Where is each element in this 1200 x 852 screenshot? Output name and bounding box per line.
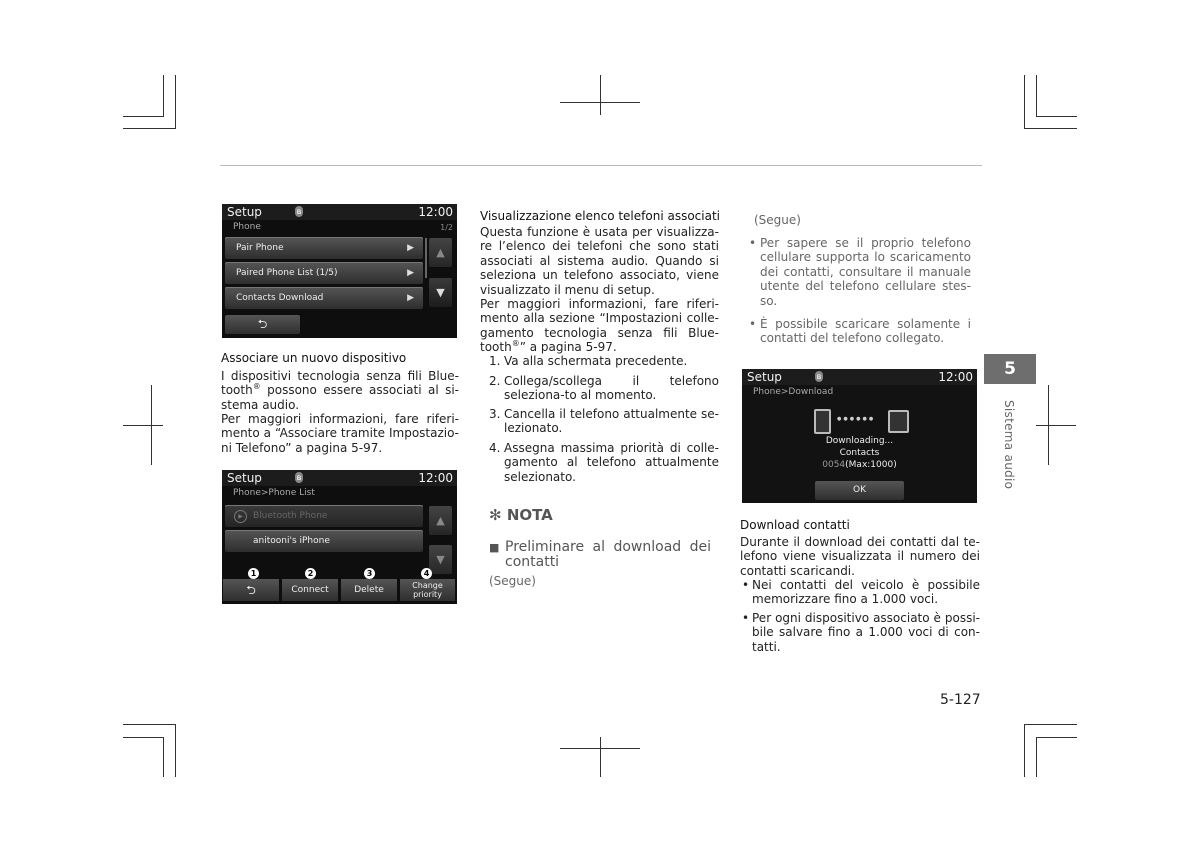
list-item-1 — [489, 354, 719, 368]
arrow-right-icon: ▶ — [407, 268, 414, 278]
nota-title: NOTA — [506, 506, 553, 524]
page-number: 5-127 — [940, 692, 981, 708]
bullet-text: È possibile scaricare solamente i contatti del telefono collegato. — [760, 317, 971, 346]
scroll-down-button[interactable]: ▼ — [429, 545, 452, 574]
progress-dots: ●●●●●● — [837, 416, 876, 422]
registered-mark: ® — [511, 339, 520, 349]
phone-icon — [814, 409, 831, 434]
count-value: 0054 — [822, 460, 846, 470]
list-item-iphone[interactable] — [225, 530, 423, 552]
bluetooth-icon: ʙ — [296, 473, 302, 482]
menu-item-label: Contacts Download — [236, 293, 324, 303]
paragraph-download: Durante il download dei contatti dal te-lefono viene visualizzata il numero dei contatti scaricandi. — [740, 535, 980, 578]
list-number: 1. — [489, 354, 501, 368]
screen-header — [222, 470, 457, 486]
arrow-right-icon: ▶ — [407, 243, 414, 253]
screen-setup-phone — [222, 204, 457, 338]
bullet-dot: • — [749, 317, 757, 331]
page-indicator: 1/2 — [440, 223, 453, 232]
paragraph-bluetooth-devices — [221, 369, 459, 412]
download-status-line2: Contacts — [839, 448, 880, 458]
connect-button[interactable]: Connect — [282, 579, 338, 601]
paragraph-reference: Per maggiori informazioni, fare riferi-mento a “Associare tramite Impostazio-ni Telefono” a pagina 5-97. — [221, 412, 459, 455]
callout-4: 4 — [421, 568, 432, 579]
screen-title: Setup — [747, 370, 782, 384]
list-text: Assegna massima priorità di colle-gamento al telefono attualmente selezionato. — [504, 441, 719, 484]
screen-download — [742, 369, 977, 503]
download-status-line1: Downloading... — [825, 436, 894, 446]
registered-mark: ® — [252, 382, 261, 392]
nota-heading — [489, 506, 553, 524]
text-fragment: possono essere associati al si-stema audio. — [221, 383, 459, 412]
nota-segue: (Segue) — [489, 574, 536, 588]
list-text: Collega/scollega il telefono seleziona-to al momento. — [504, 374, 719, 403]
count-max: (Max:1000) — [845, 460, 897, 470]
breadcrumb: Phone — [233, 222, 261, 232]
delete-button[interactable]: Delete — [341, 579, 397, 601]
screen-time: 12:00 — [418, 205, 453, 219]
change-priority-button[interactable]: Change priority — [400, 579, 455, 601]
bullet-dot: • — [742, 611, 750, 625]
bullet-vehicle-storage — [742, 578, 980, 607]
screen-time: 12:00 — [938, 370, 973, 384]
text-fragment: I dispositivi tecnologia senza fili Blue-tooth — [221, 369, 459, 398]
bullet-text: Nei contatti del veicolo è possibile memorizzare fino a 1.000 voci. — [752, 578, 980, 607]
callout-2: 2 — [305, 568, 316, 579]
chapter-number-tab: 5 — [984, 354, 1036, 384]
contacts-icon — [888, 410, 909, 433]
menu-item-pair-phone[interactable] — [225, 237, 423, 259]
list-number: 2. — [489, 374, 501, 388]
scrollbar[interactable] — [425, 238, 427, 278]
bullet-dot: • — [742, 578, 750, 592]
bullet-text: Per sapere se il proprio telefono cellulare supporta lo scaricamento dei contatti, consultare il manuale utente del telefono cellulare stes-so. — [760, 236, 971, 308]
list-item-4 — [489, 441, 719, 484]
breadcrumb: Phone>Download — [753, 387, 834, 397]
chapter-title: Sistema audio — [1002, 400, 1016, 490]
list-item-label: anitooni's iPhone — [253, 536, 330, 546]
callout-1: 1 — [248, 568, 259, 579]
bullet-connected-only — [749, 317, 971, 346]
bullet-phone-support — [749, 236, 971, 308]
bluetooth-icon: ʙ — [816, 372, 822, 381]
list-item-2 — [489, 374, 719, 403]
ok-button[interactable]: OK — [815, 481, 904, 500]
asterisk-icon: ✻ — [489, 506, 502, 524]
menu-item-label: Paired Phone List (1/5) — [236, 268, 338, 278]
section-heading-associare: Associare un nuovo dispositivo — [221, 351, 407, 365]
menu-item-paired-phone-list[interactable] — [225, 262, 423, 284]
screen-header — [222, 204, 457, 220]
scroll-up-button[interactable]: ▲ — [429, 506, 452, 535]
paragraph-riferimento — [480, 297, 719, 355]
paragraph-elenco: Questa funzione è usata per visualizza-re l’elenco dei telefoni che sono stati associati al sistema audio. Quando si seleziona un telefono associato, viene visualizzato il menu di setup. — [480, 225, 719, 297]
text-fragment: ” a pagina 5-97. — [519, 340, 617, 355]
section-heading-elenco: Visualizzazione elenco telefoni associati — [480, 209, 720, 223]
list-text: Va alla schermata precedente. — [504, 354, 688, 368]
screen-time: 12:00 — [418, 471, 453, 485]
bullet-per-device — [742, 611, 980, 654]
list-text: Cancella il telefono attualmente se-lezionato. — [504, 407, 719, 436]
nota-subtitle — [489, 540, 711, 570]
scroll-down-button[interactable]: ▼ — [429, 278, 452, 307]
menu-item-label: Pair Phone — [236, 243, 284, 253]
list-number: 4. — [489, 441, 501, 455]
list-number: 3. — [489, 407, 501, 421]
scroll-up-button[interactable]: ▲ — [429, 238, 452, 267]
breadcrumb: Phone>Phone List — [233, 488, 315, 498]
callout-3: 3 — [364, 568, 375, 579]
list-item-label: Bluetooth Phone — [253, 511, 328, 521]
square-bullet-icon: ■ — [489, 541, 500, 554]
text-fragment: Per maggiori informazioni, fare riferi-mento alla sezione “Impostazioni colle-gamento tecnologia senza fili Blue-tooth — [480, 297, 719, 355]
menu-item-contacts-download[interactable] — [225, 287, 423, 309]
header-rule — [220, 165, 982, 166]
screen-phone-list — [222, 470, 457, 604]
nota-subtitle-text: Preliminare al download dei contatti — [505, 539, 711, 570]
screen-title: Setup — [227, 205, 262, 219]
bullet-text: Per ogni dispositivo associato è possi-bile salvare fino a 1.000 voci di con-tatti. — [752, 611, 980, 654]
bluetooth-icon: ʙ — [296, 207, 302, 216]
screen-header — [742, 369, 977, 385]
list-item-3 — [489, 407, 719, 436]
play-icon: ▶ — [234, 510, 247, 523]
bullet-dot: • — [749, 236, 757, 250]
segue-label: (Segue) — [754, 213, 801, 227]
back-button[interactable]: ⮌ — [225, 315, 300, 334]
arrow-right-icon: ▶ — [407, 293, 414, 303]
section-heading-download: Download contatti — [740, 518, 850, 532]
back-button[interactable]: ⮌ — [223, 579, 279, 601]
screen-title: Setup — [227, 471, 262, 485]
list-item-bluetooth-phone[interactable] — [225, 505, 423, 527]
download-count — [742, 460, 977, 470]
